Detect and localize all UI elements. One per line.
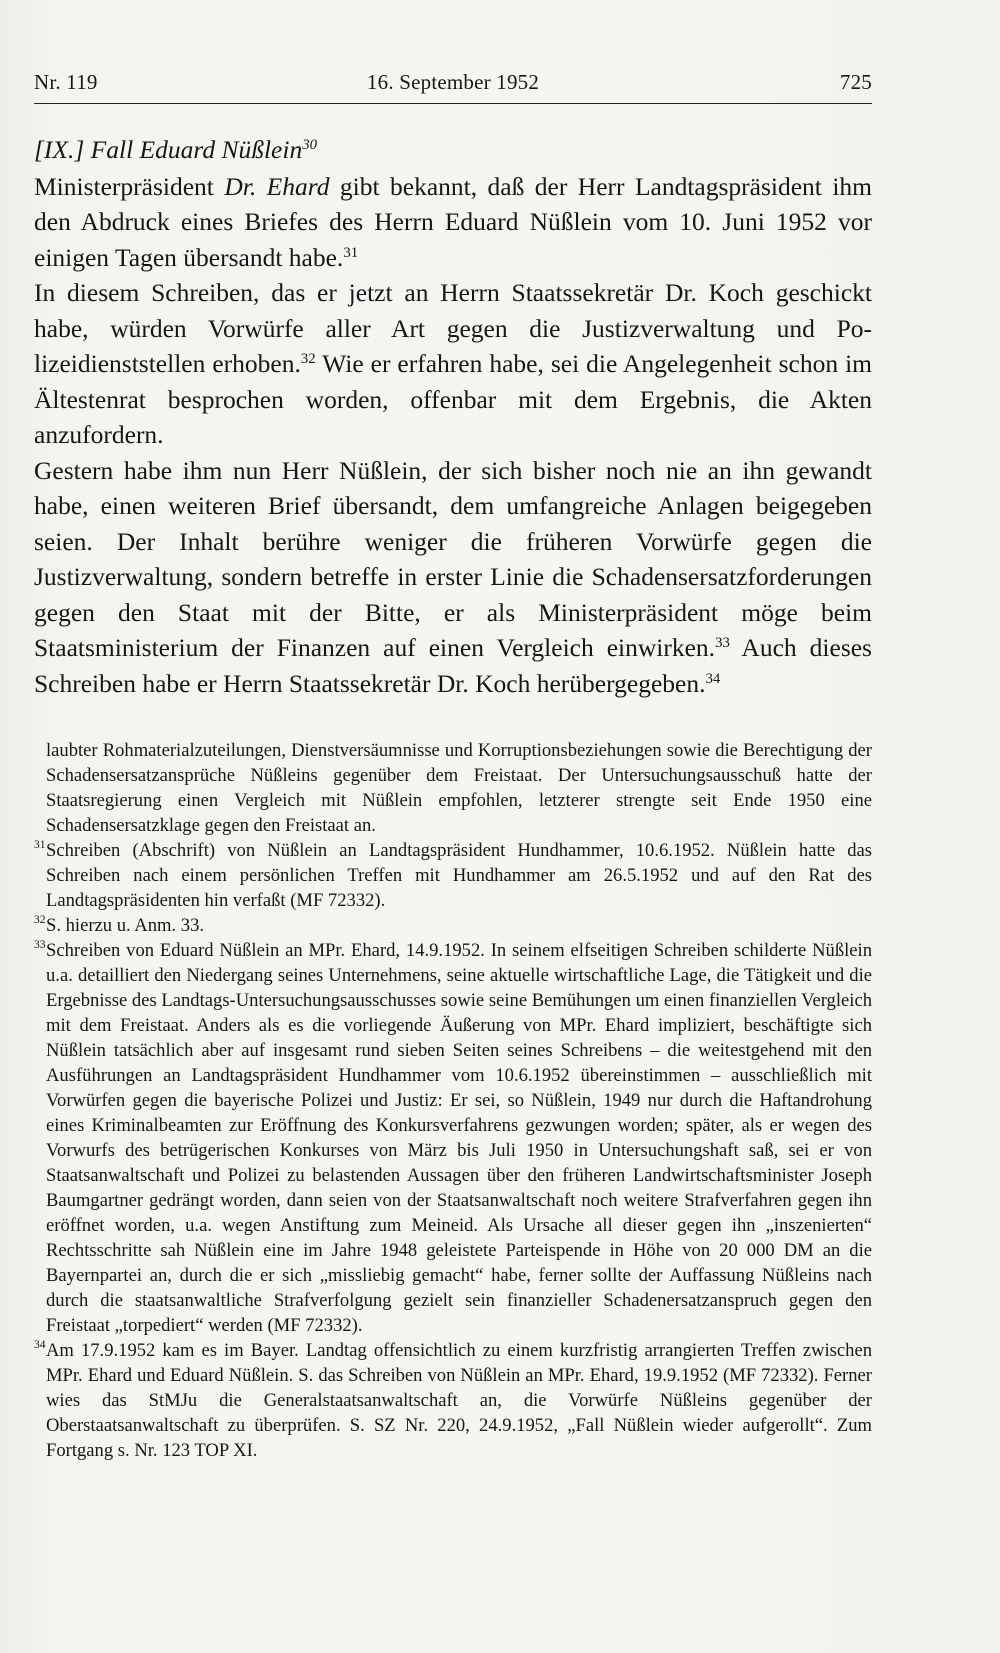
running-header — [34, 66, 872, 100]
footnote-number: 31 — [34, 839, 46, 851]
paragraph-2 — [34, 275, 872, 453]
footnotes — [34, 738, 872, 1463]
footnote-33 — [34, 938, 872, 1338]
section-title — [34, 132, 872, 168]
footnote-number: 32 — [34, 914, 46, 926]
footnote-number: 34 — [34, 1339, 46, 1351]
footnote-number: 33 — [34, 939, 46, 951]
footnote-ref-31: 31 — [343, 244, 359, 261]
paragraph-3-body-a: Gestern habe ihm nun Herr Nüßlein, der sich bisher noch nie an ihn gewandt habe, einen weiteren Brief übersandt, dem umfangreiche Anlagen beigegeben seien. Der Inhalt berühre weniger die früheren Vorwürfe gegen die Justizverwaltung, sondern betreffe in erster Linie die Schadensersatzforderungen gegen den Staat mit der Bitte, er als Ministerpräsident möge beim Staatsministerium der Finanzen auf einen Vergleich einwirken. — [34, 455, 872, 662]
footnote-continued: laubter Rohmaterialzuteilungen, Dienstversäumnisse und Korruptionsbeziehungen sowie die Berechtigung der Schadensersatzansprüche Nüßleins gegenüber dem Freistaat. Der Untersuchungsausschuß hatte der Staatsregierung einen Vergleich mit Nüßlein empfohlen, letzterer strengte seit Ende 1950 eine Schadensersatzklage gegen den Freistaat an. — [46, 740, 872, 836]
footnote-text: S. hierzu u. Anm. 33. — [46, 915, 205, 936]
paragraph-1 — [34, 169, 872, 276]
paragraph-2-body-a: In diesem Schreiben, das er jetzt an Herrn Staatssekretär Dr. Koch geschickt habe, würden Vorwürfe aller Art gegen die Justizverwaltung und Polizeidienststellen erhoben. — [34, 278, 872, 378]
footnote-ref-34: 34 — [705, 670, 721, 687]
page-number: 725 — [839, 70, 872, 94]
document-number: Nr. 119 — [34, 70, 98, 94]
footnote-text: Schreiben (Abschrift) von Nüßlein an Landtagspräsident Hundhammer, 10.6.1952. Nüßlein hatte das Schreiben nach einem persönlichen Treffen mit Hundhammer am 26.5.1952 und auf den Rat des Landtagspräsidenten hin verfaßt (MF 72332). — [46, 840, 872, 911]
paragraph-2-body-b: Wie er erfahren habe, sei die Angelegenheit schon im Ältestenrat besprochen worden, offenbar mit dem Ergebnis, die Akten anzufordern. — [34, 349, 873, 449]
footnote-32 — [34, 913, 872, 938]
paragraph-1-body: gibt bekannt, daß der Herr Landtagspräsident ihm den Abdruck eines Briefes des Herrn Eduard Nüßlein vom 10. Juni 1952 vor einigen Tagen übersandt habe. — [34, 171, 872, 272]
section-title-text: [IX.] Fall Eduard Nüßlein — [34, 135, 303, 164]
footnote-34 — [34, 1338, 872, 1463]
header-rule — [34, 103, 872, 104]
footnote-ref-33: 33 — [715, 635, 730, 652]
session-date: 16. September 1952 — [366, 70, 540, 94]
footnote-ref-32: 32 — [300, 351, 316, 368]
footnote-31 — [34, 838, 872, 913]
paragraph-3-body-b: Auch dieses Schreiben habe er Herrn Staatssekretär Dr. Koch herübergegeben. — [34, 633, 872, 698]
paragraph-3 — [34, 453, 872, 702]
main-text — [34, 132, 872, 701]
footnote-text: Schreiben von Eduard Nüßlein an MPr. Ehard, 14.9.1952. In seinem elfseitigen Schreiben schilderte Nüßlein u.a. detailliert den Niedergang seines Unternehmens, seine aktuelle wirtschaftliche Lage, die Tätigkeit und die Ergebnisse des Landtags-Untersuchungsausschusses sowie seine Bemühungen um einen finanziellen Vergleich mit dem Freistaat. Anders als es die vorliegende Äußerung von MPr. Ehard impliziert, beschäftigte sich Nüßlein tatsächlich aber auf insgesamt rund sieben Seiten seines Schreibens – die weitestgehend mit den Ausführungen an Landtagspräsident Hundhammer vom 10.6.1952 übereinstimmen – ausschließlich mit Vorwürfen gegen die bayerische Polizei und Justiz: Er sei, so Nüßlein, 1949 nur durch die Haftandrohung eines Kriminalbeamten zur Eröffnung des Konkursverfahrens gezwungen worden; später, als er wegen des Vorwurfs des betrügerischen Konkurses von März bis Juli 1950 in Untersuchungshaft saß, sei er von Staatsanwaltschaft und Polizei zu belastenden Aussagen über den früheren Landwirtschaftsminister Joseph Baumgartner gedrängt worden, dann seien von der Staatsanwaltschaft noch weitere Strafverfahren gegen ihn eröffnet worden, u.a. wegen Anstiftung zum Meineid. Als Ursache all dieser gegen ihn „inszenierten“ Rechtsschritte sah Nüßlein eine im Jahre 1948 geleistete Parteispende in Höhe von 20 000 DM an die Bayernpartei an, durch die er sich „missliebig gemacht“ habe, ferner sollte der Auffassung Nüßleins nach durch die staatsanwaltliche Strafverfolgung gezielt sein finanzieller Schadenersatzanspruch gegen den Freistaat „torpediert“ werden (MF 72332). — [46, 940, 872, 1336]
paragraph-1-lead: Ministerpräsident — [34, 171, 225, 201]
footnote-text: Am 17.9.1952 kam es im Bayer. Landtag offensichtlich zu einem kurzfristig arrangierten Treffen zwischen MPr. Ehard und Eduard Nüßlein. S. das Schreiben von Nüßlein an MPr. Ehard, 19.9.1952 (MF 72332). Ferner wies das StMJu die Generalstaatsanwaltschaft an, die Vorwürfe Nüßleins gegenüber der Oberstaatsanwaltschaft zu überprüfen. S. SZ Nr. 220, 24.9.1952, „Fall Nüßlein wieder aufgerollt“. Zum Fortgang s. Nr. 123 TOP XI. — [46, 1340, 872, 1461]
paragraph-1-name: Dr. Ehard — [224, 171, 330, 201]
footnote-ref-30: 30 — [302, 137, 317, 154]
